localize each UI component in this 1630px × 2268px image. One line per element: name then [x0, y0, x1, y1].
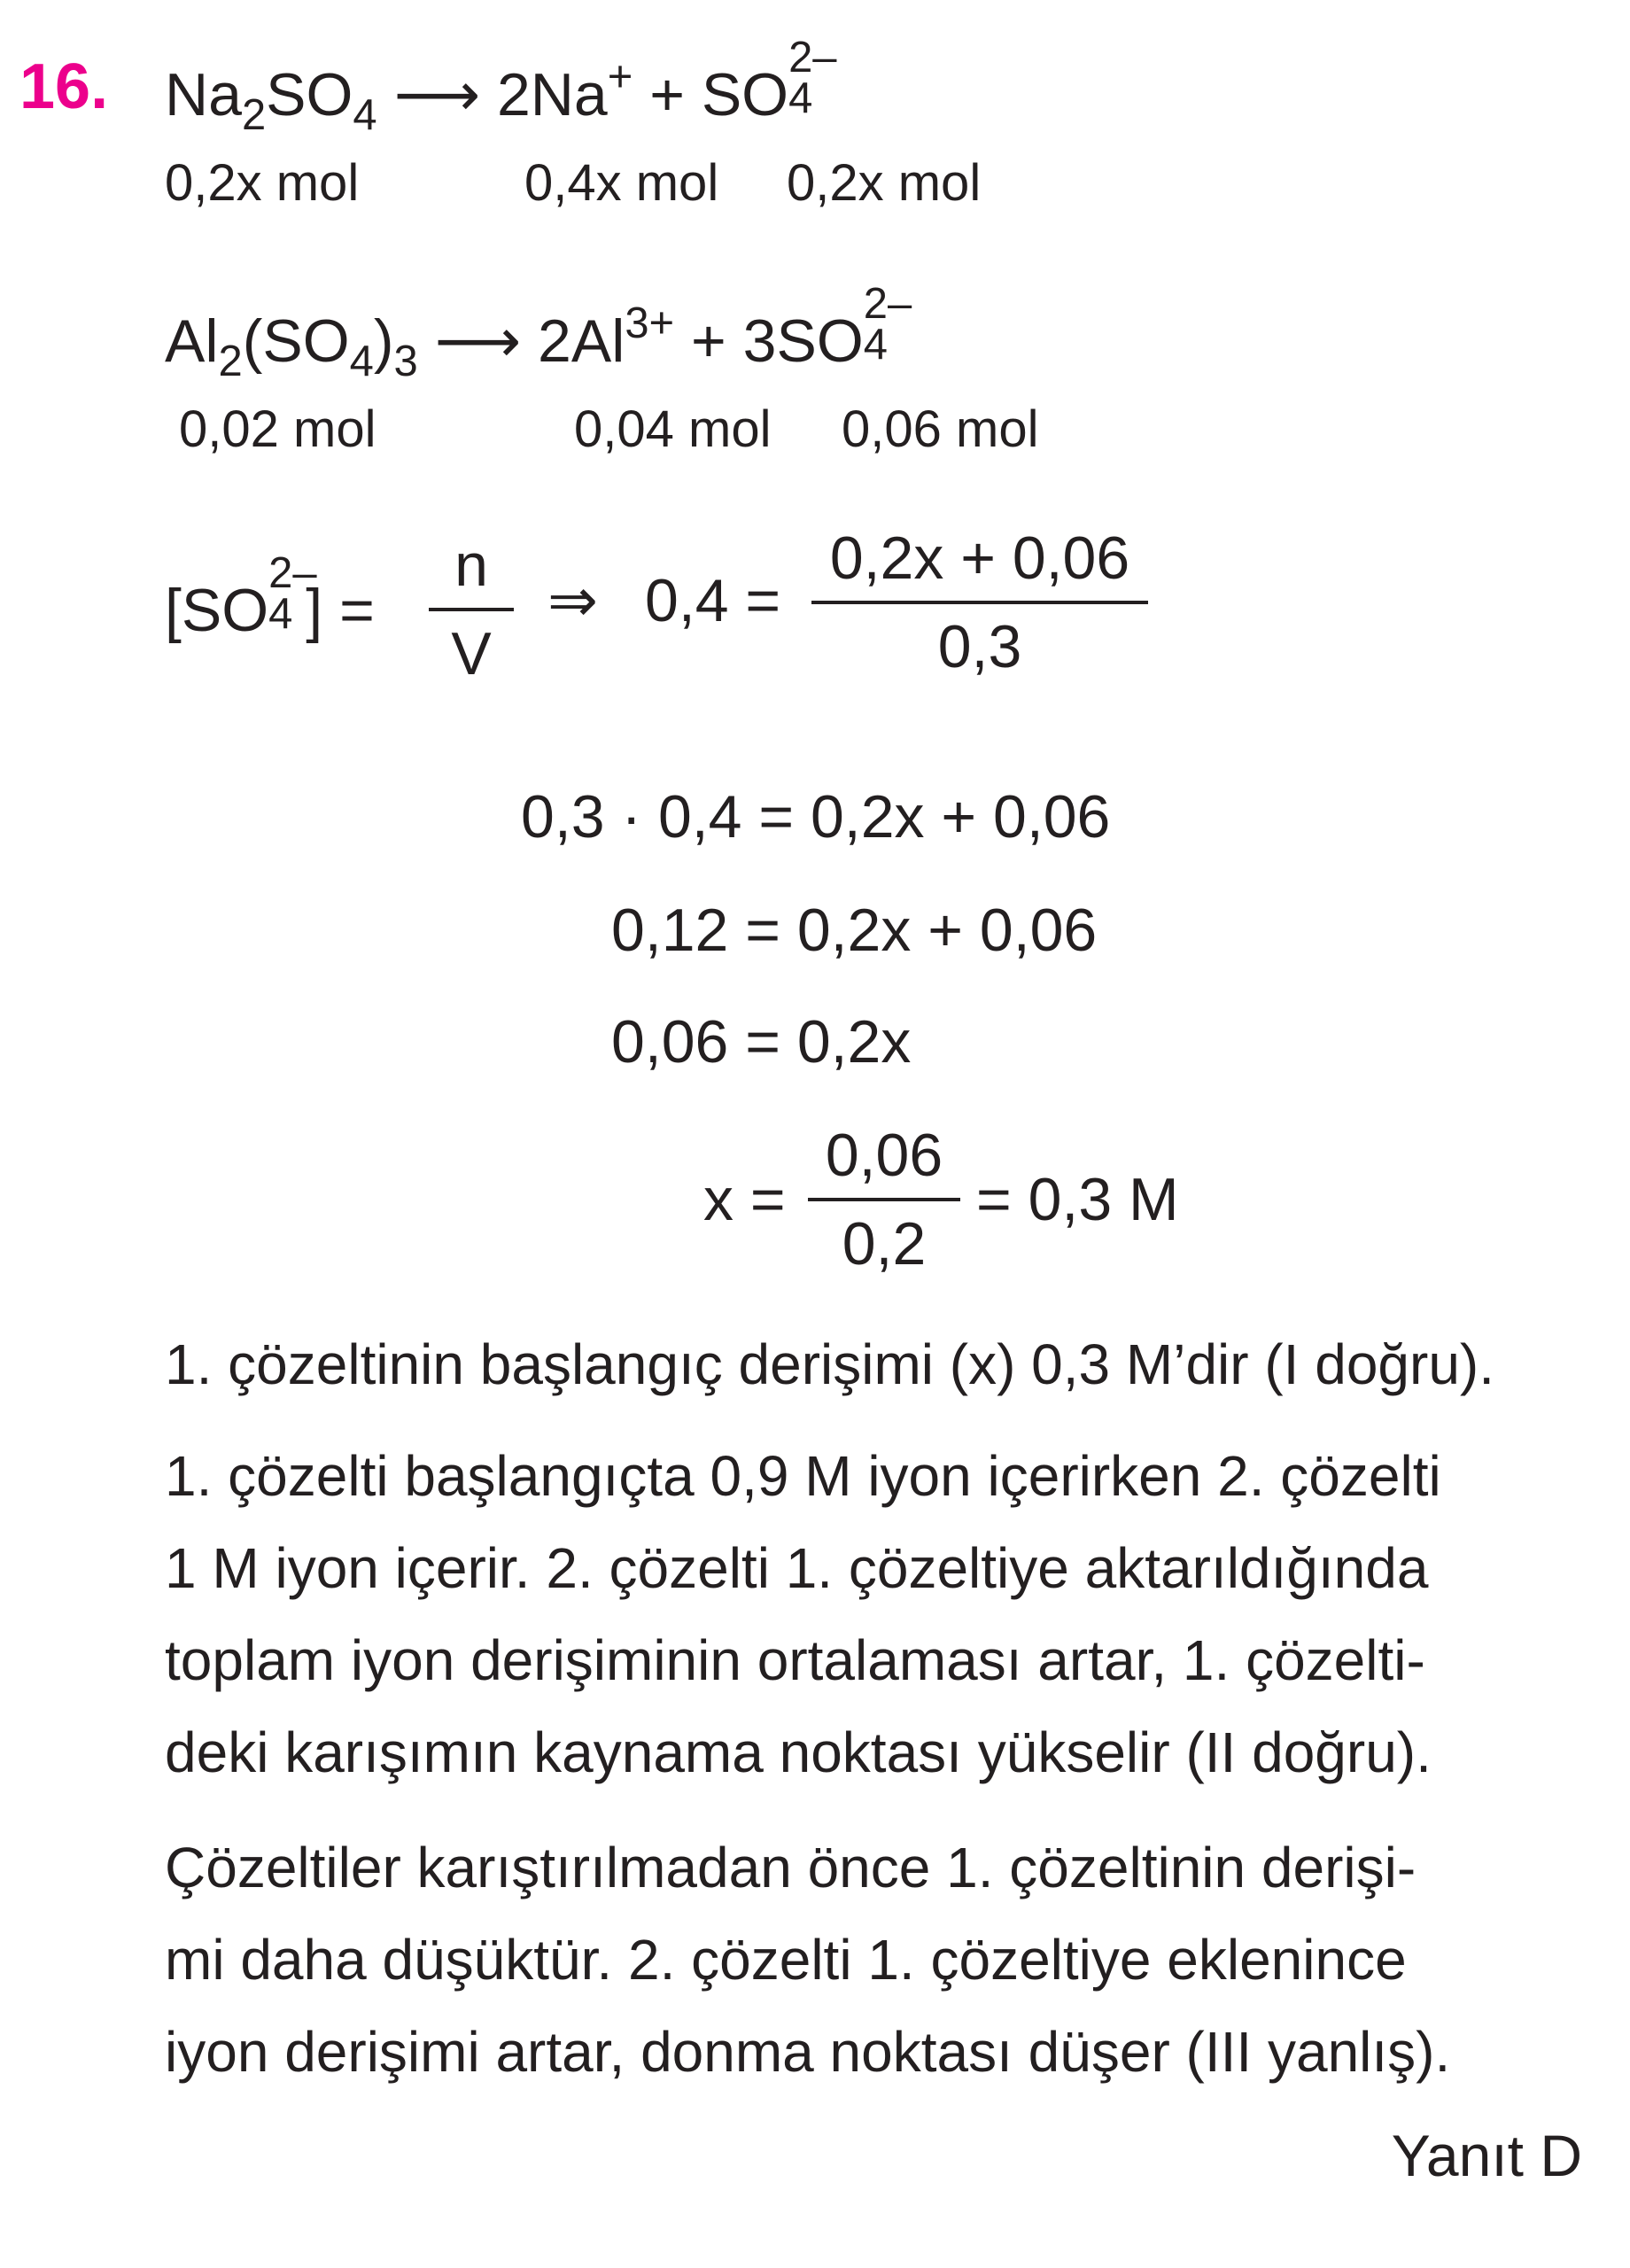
paragraph-1	[165, 1318, 1582, 1410]
bracket-open: [SO	[165, 577, 269, 644]
paragraph-line: deki karışımın kaynama noktası yükselir (II doğru).	[165, 1720, 1432, 1784]
mol-al2so43: 0,02 mol	[179, 400, 376, 458]
fraction-n-over-v	[429, 532, 514, 687]
fraction-numerator: n	[454, 532, 488, 599]
reaction-arrow: ⟶	[434, 307, 522, 375]
sulfate-subscript: 4	[788, 74, 813, 123]
fraction-x	[808, 1122, 960, 1278]
answer-label: Yanıt D	[1391, 2123, 1582, 2188]
paragraph-line: toplam iyon derişiminin ortalaması artar, 1. çözelti-	[165, 1628, 1425, 1692]
product-al-ion: 2Al	[538, 307, 625, 375]
fraction-denominator: V	[451, 620, 492, 687]
mol-sulfate-1: 0,2x mol	[787, 154, 982, 212]
reaction-1-equation	[165, 34, 837, 139]
conc-charge: 2–	[268, 549, 317, 598]
product-na-ion: 2Na	[496, 61, 608, 128]
fraction-numerator: 0,06	[825, 1122, 943, 1189]
fraction-rhs	[811, 524, 1148, 680]
paragraph-line: mi daha düşüktür. 2. çözelti 1. çözeltiye eklenince	[165, 1928, 1407, 1992]
product-sulfate: SO	[701, 61, 789, 128]
reactant-so-subscript: 4	[353, 90, 377, 139]
reaction-arrow: ⟶	[393, 61, 481, 128]
product-na-charge: +	[607, 53, 633, 102]
product-al-charge: 3+	[625, 299, 675, 348]
paragraph-line: 1. çözeltinin başlangıç derişimi (x) 0,3 M’dir (I doğru).	[165, 1332, 1494, 1396]
fraction-numerator: 0,2x + 0,06	[829, 524, 1130, 592]
step-1: 0,3 · 0,4 = 0,2x + 0,06	[521, 783, 1111, 850]
reactant-so4-open: (SO	[242, 307, 350, 375]
plus-sign: +	[649, 61, 685, 128]
paragraph-3	[165, 1821, 1582, 2098]
paragraph-line: Çözeltiler karıştırılmadan önce 1. çözeltinin derişi-	[165, 1836, 1417, 1899]
step-2: 0,12 = 0,2x + 0,06	[611, 897, 1098, 964]
reactant-group-subscript: 3	[393, 337, 418, 385]
sulfate-concentration	[165, 549, 375, 644]
reactant-al-subscript: 2	[218, 337, 243, 385]
x-lhs: x =	[703, 1166, 786, 1233]
fraction-denominator: 0,3	[937, 613, 1022, 680]
reactant-close-paren: )	[373, 307, 394, 375]
paragraph-line: 1. çözelti başlangıçta 0,9 M iyon içerirken 2. çözelti	[165, 1444, 1441, 1508]
bracket-close-equals: ] =	[306, 577, 375, 644]
fraction-denominator: 0,2	[842, 1210, 927, 1278]
product-sulfate: 3SO	[742, 307, 864, 375]
reactant-so: SO	[266, 61, 353, 128]
reactant-na: Na	[165, 61, 242, 128]
reactant-na-subscript: 2	[241, 90, 267, 139]
paragraph-2	[165, 1430, 1582, 1798]
reaction-2-equation	[165, 280, 912, 385]
sulfate-charge: 2–	[863, 280, 912, 329]
conc-subscript: 4	[268, 590, 293, 639]
paragraph-line: iyon derişimi artar, donma noktası düşer (III yanlış).	[165, 2020, 1451, 2084]
mol-na-ion: 0,4x mol	[524, 154, 719, 212]
plus-sign: +	[691, 307, 726, 375]
mol-sulfate-2: 0,06 mol	[842, 400, 1039, 458]
sulfate-charge: 2–	[788, 34, 837, 82]
x-result: = 0,3 M	[976, 1166, 1179, 1233]
implies-arrow: ⇒	[547, 567, 598, 634]
reactant-so4-subscript: 4	[349, 337, 374, 385]
reactant-al: Al	[165, 307, 219, 375]
mol-al-ion: 0,04 mol	[574, 400, 772, 458]
step-3: 0,06 = 0,2x	[611, 1008, 912, 1076]
lhs-value: 0,4 =	[645, 567, 781, 634]
question-number: 16.	[19, 51, 109, 122]
sulfate-subscript: 4	[863, 321, 888, 369]
paragraph-line: 1 M iyon içerir. 2. çözelti 1. çözeltiye aktarıldığında	[165, 1536, 1429, 1600]
mol-na2so4: 0,2x mol	[165, 154, 360, 212]
